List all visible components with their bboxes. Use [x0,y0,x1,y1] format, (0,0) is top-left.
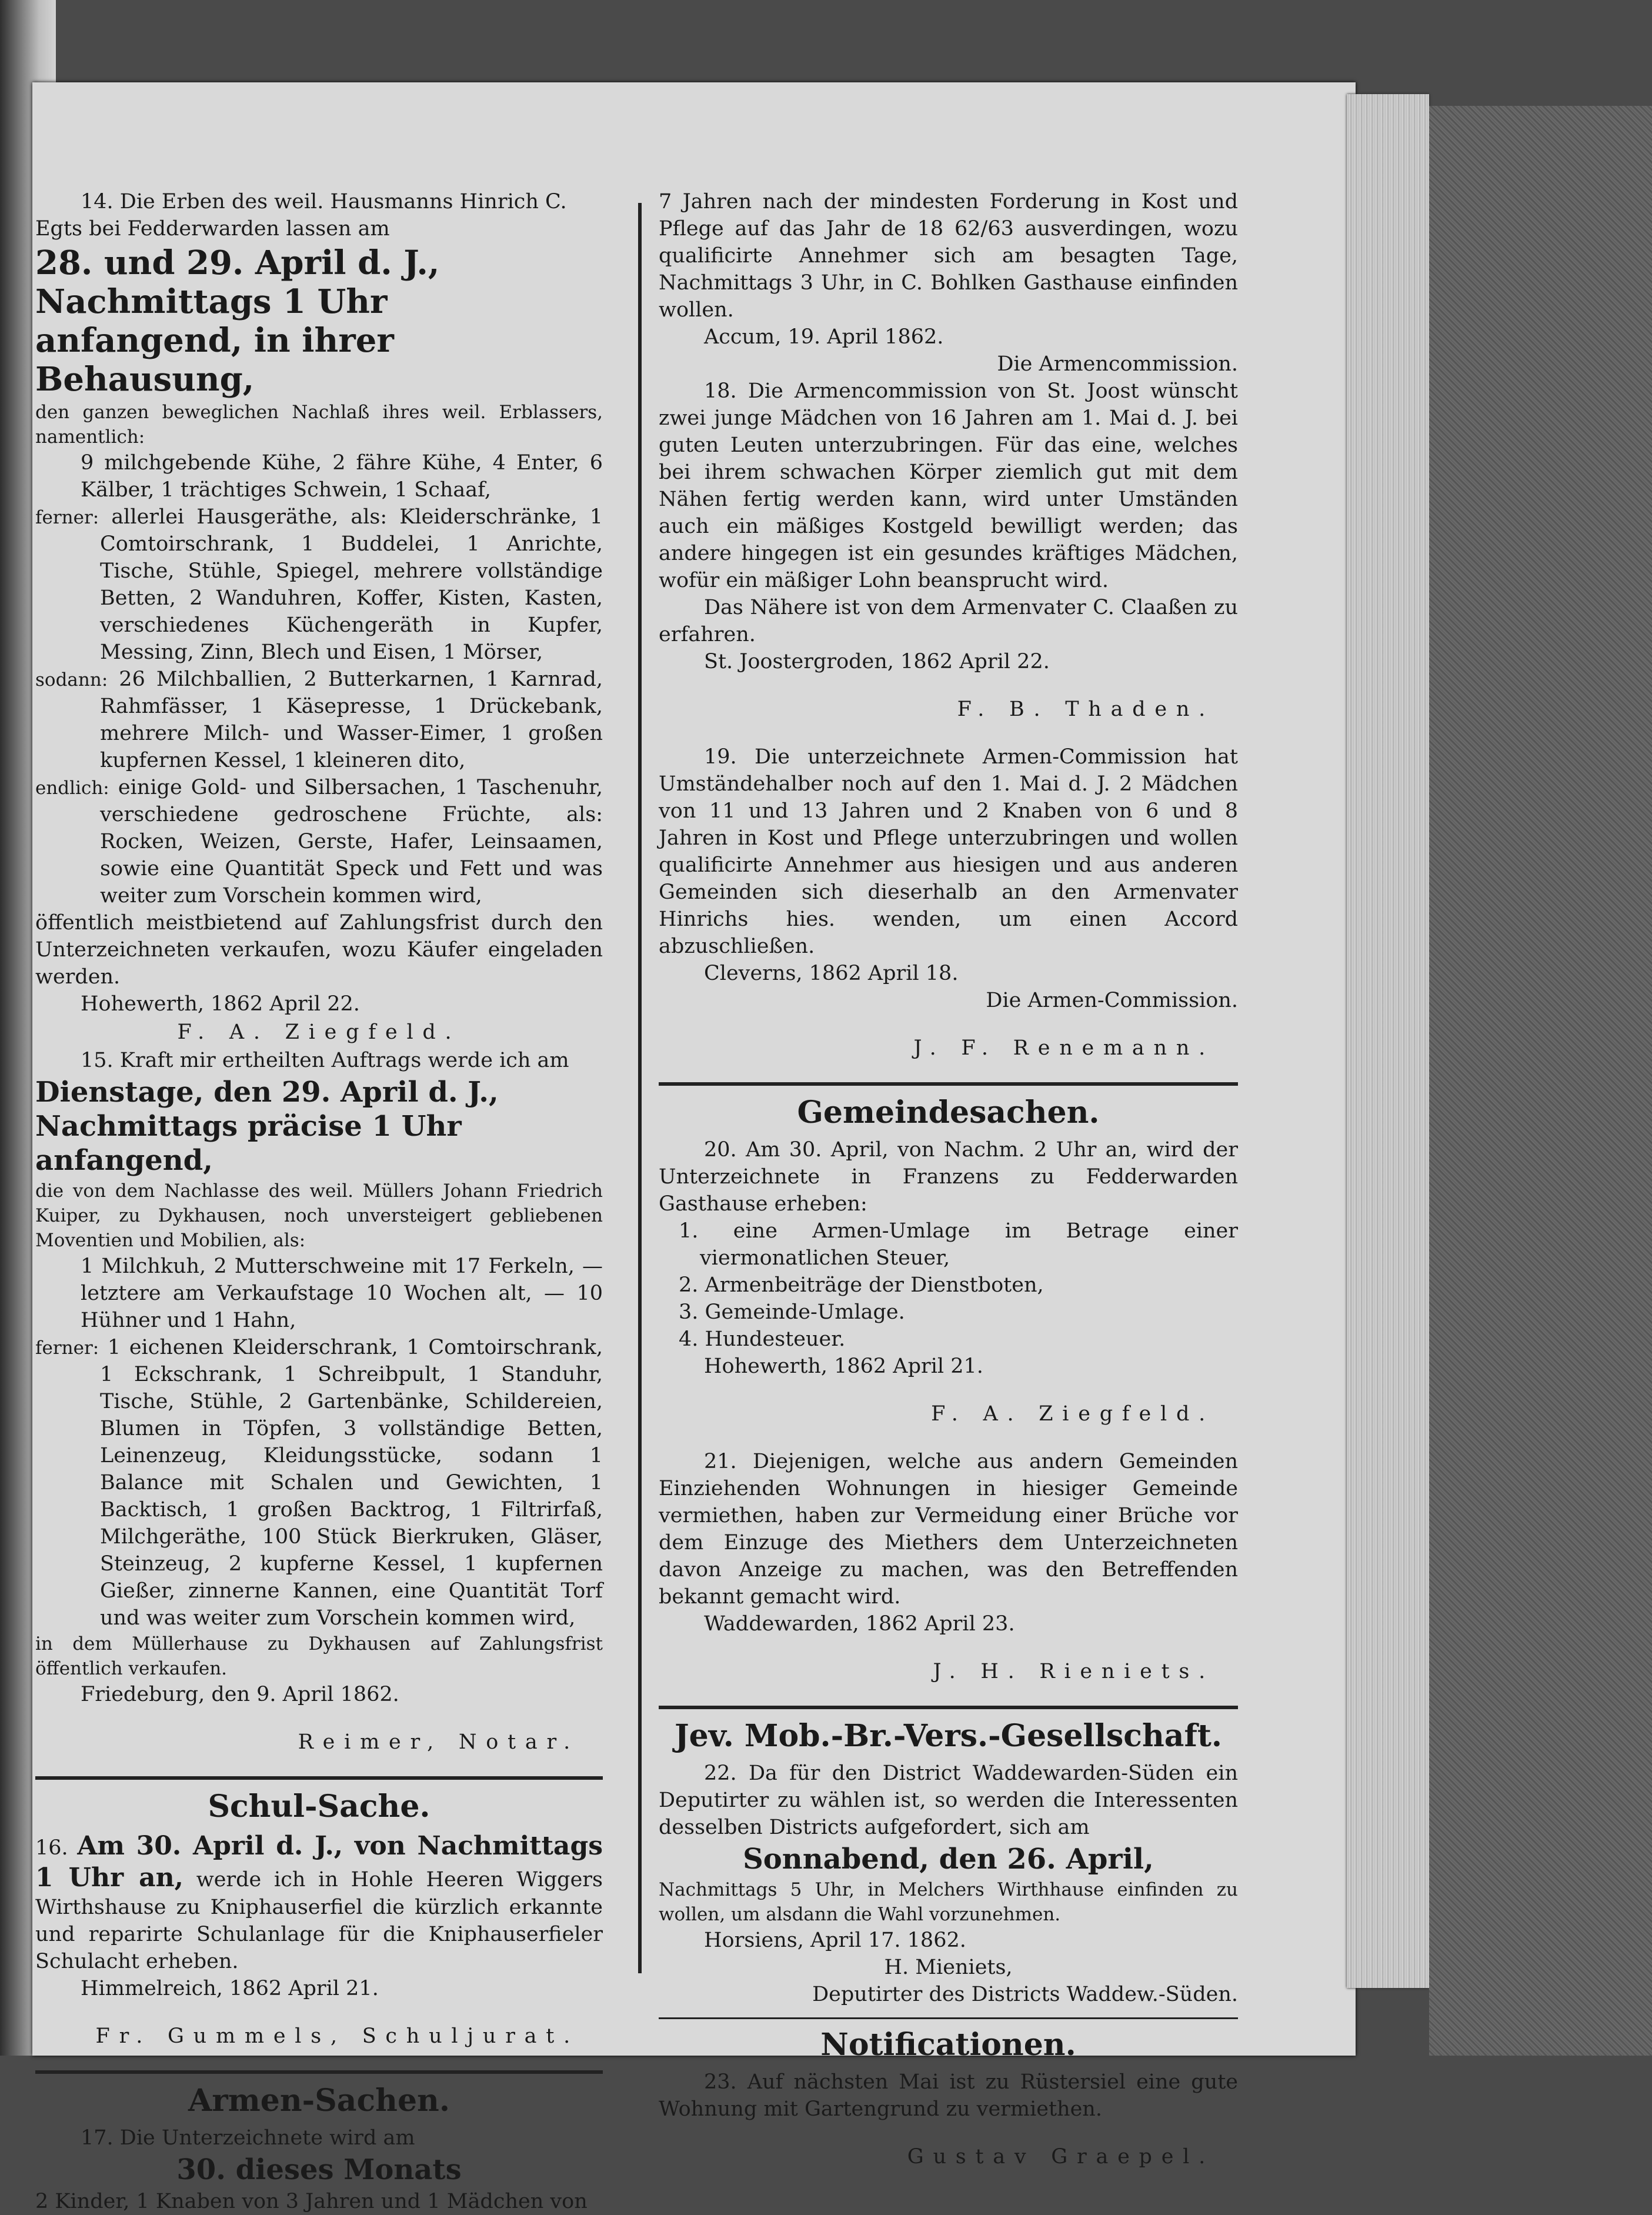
notice-14-place: Hohewerth, 1862 April 22. [81,992,360,1016]
section-rule [659,2017,1238,2019]
notice-17-text: 2 Kinder, 1 Knaben von 3 Jahren und 1 Mädchen von [35,2190,588,2213]
notice-23-signature: Gustav Graepel. [907,2145,1214,2169]
column-rule [638,203,642,1973]
notice-15-intro: die von dem Nachlasse des weil. Müllers Johann Friedrich Kuiper, zu Dykhausen, noch unversteigert gebliebenen Moventien und Mobilien, als: [35,1180,603,1251]
notice-16-place: Himmelreich, 1862 April 21. [81,1977,379,2000]
heading-notificationen: Notificationen. [820,2027,1076,2063]
notice-20-item: 2. Armenbeiträge der Dienstboten, [679,1273,1044,1297]
notice-15-place: Friedeburg, den 9. April 1862. [81,1683,399,1706]
notice-14-items: 9 milchgebende Kühe, 2 fähre Kühe, 4 Enter, 6 Kälber, 1 trächtiges Schwein, 1 Schaaf, [81,451,603,502]
notice-20-signature: F. A. Ziegfeld. [931,1402,1214,1426]
notice-15-signature: Reimer, Notar. [298,1730,579,1754]
page-edges [1347,94,1429,1988]
notice-18-text2: Das Nähere ist von dem Armenvater C. Claaßen zu erfahren. [659,596,1238,646]
notice-21-signature: J. H. Rieniets. [933,1660,1214,1683]
notice-14-signature: F. A. Ziegfeld. [177,1020,461,1044]
notice-17-date: 30. dieses Monats [176,2153,462,2186]
left-column [35,188,603,2215]
notice-16-date: Am 30. April d. J., von Nachmittags 1 Uhr an, [35,1831,603,1893]
notice-15-date: Dienstage, den 29. April d. J., Nachmittags präcise 1 Uhr anfangend, [35,1076,499,1177]
notice-14-sodann-label: sodann: [35,669,108,690]
notice-17-continued: 7 Jahren nach der mindesten Forderung in Kost und Pflege auf das Jahr de 18 62/63 ausverdingen, wozu qualificirte Annehmer sich am besagten Tage, Nachmittags 3 Uhr, in C. Bohlken Gasthause einfinden wollen. [659,190,1238,322]
heading-jev-mob-br-vers: Jev. Mob.-Br.-Vers.-Gesellschaft. [675,1718,1222,1754]
notice-15-ferner: 1 eichenen Kleiderschrank, 1 Comtoirschrank, 1 Eckschrank, 1 Schreibpult, 1 Standuhr, Tische, Stühle, 2 Gartenbänke, Schildereien, Blumen in Töpfen, 3 vollständige Betten, Leinenzeug, Kleidungsstücke, sodann 1 Balance mit Schalen und Gewichten, 1 Backtisch, 1 großen Backtrog, 1 Filtrirfaß, Milchgeräthe, 100 Stück Bierkruken, Gläser, Steinzeug, 2 kupferne Kessel, 1 kupfernen Gießer, zinnerne Kannen, eine Quantität Torf und was weiter zum Vorschein kommen wird, [100,1336,603,1630]
heading-gemeindesachen: Gemeindesachen. [797,1095,1100,1130]
notice-14-intro: den ganzen beweglichen Nachlaß ihres weil. Erblassers, namentlich: [35,402,603,448]
notice-22-signature2: Deputirter des Districts Waddew.-Süden. [812,1983,1238,2006]
notice-14-closing: öffentlich meistbietend auf Zahlungsfrist durch den Unterzeichneten verkaufen, wozu Käufer eingeladen werden. [35,911,603,989]
notice-21-place: Waddewarden, 1862 April 23. [704,1612,1015,1636]
section-rule [35,2070,603,2074]
notice-18-signature: F. B. Thaden. [957,698,1214,721]
notice-22-date: Sonnabend, den 26. April, [743,1843,1154,1876]
notice-17-signature: Die Armencommission. [997,352,1238,376]
notice-14-line1: 14. Die Erben des weil. Hausmanns Hinrich C. [81,190,567,214]
notice-22-text: 22. Da für den District Waddewarden-Süden ein Deputirter zu wählen ist, so werden die Interessenten desselben Districts aufgefordert, sich am [659,1762,1238,1839]
notice-15-line1: 15. Kraft mir ertheilten Auftrags werde ich am [81,1049,569,1072]
notice-20-item: 3. Gemeinde-Umlage. [679,1300,905,1324]
notice-15-ferner-label: ferner: [35,1337,99,1359]
notice-20-item: 1. eine Armen-Umlage im Betrage einer viermonatlichen Steuer, [679,1219,1238,1270]
notice-22-signature1: H. Mieniets, [884,1956,1013,1979]
notice-16-signature: Fr. Gummels, Schuljurat. [95,2024,579,2048]
notice-22-text2: Nachmittags 5 Uhr, in Melchers Wirthhause einfinden zu wollen, um alsdann die Wahl vorzunehmen. [659,1879,1238,1925]
heading-armen-sachen: Armen-Sachen. [188,2083,450,2119]
notice-20-item: 4. Hundesteuer. [679,1327,846,1351]
notice-18-place: St. Joostergroden, 1862 April 22. [704,650,1050,673]
notice-14-ferner: allerlei Hausgeräthe, als: Kleiderschränke, 1 Comtoirschrank, 1 Buddelei, 1 Anrichte, Tische, Stühle, Spiegel, mehrere vollständige Betten, 2 Wanduhren, Koffer, Kisten, Kasten, verschiedenes Küchengeräth in Kupfer, Messing, Zinn, Blech und Eisen, 1 Mörser, [100,505,603,664]
notice-17-place: Accum, 19. April 1862. [704,325,944,349]
notice-14-ferner-label: ferner: [35,507,99,528]
notice-14-endlich-label: endlich: [35,778,109,799]
right-column [659,188,1238,2191]
notice-19-signature2: J. F. Renemann. [913,1036,1214,1060]
notice-18-text: 18. Die Armencommission von St. Joost wünscht zwei junge Mädchen von 16 Jahren am 1. Mai d. J. bei guten Leuten unterzubringen. Für das eine, welches bei ihrem schwachen Körper ziemlich gut mit dem Nähen fertig werden kann, wird unter Umständen auch ein mäßiges Kostgeld bewilligt werden; das andere hingegen ist ein gesundes kräftiges Mädchen, wofür ein mäßiger Lohn beansprucht wird. [659,379,1238,592]
notice-19-text: 19. Die unterzeichnete Armen-Commission hat Umständehalber noch auf den 1. Mai d. J. 2 Mädchen von 11 und 13 Jahren und 2 Knaben von 6 und 8 Jahren in Kost und Pflege unterzubringen und wollen qualificirte Annehmer aus hiesigen und aus anderen Gemeinden sich dieserhalb an den Armenvater Hinrichs hies. wenden, um einen Accord abzuschließen. [659,745,1238,958]
section-rule [659,1082,1238,1086]
heading-schul-sache: Schul-Sache. [208,1789,430,1824]
notice-19-signature1: Die Armen-Commission. [986,989,1238,1012]
notice-14-date: 28. und 29. April d. J., Nachmittags 1 Uhr anfangend, in ihrer Behausung, [35,243,440,399]
notice-16-text: werde ich in Hohle Heeren Wiggers Wirthshause zu Kniphauserfiel die kürzlich erkannte und reparirte Schulanlage für die Kniphauserfieler Schulacht erheben. [35,1868,603,1973]
notice-14-sodann: 26 Milchballien, 2 Butterkarnen, 1 Karnrad, Rahmfässer, 1 Käsepresse, 1 Drückebank, mehrere Milch- und Wasser-Eimer, 1 großen kupfernen Kessel, 1 kleineren dito, [100,668,603,772]
section-rule [659,1706,1238,1709]
notice-14-line2: Egts bei Fedderwarden lassen am [35,217,390,241]
notice-15-closing: in dem Müllerhause zu Dykhausen auf Zahlungsfrist öffentlich verkaufen. [35,1633,603,1679]
notice-23-text: 23. Auf nächsten Mai ist zu Rüstersiel eine gute Wohnung mit Gartengrund zu vermiethen. [659,2070,1238,2121]
notice-19-place: Cleverns, 1862 April 18. [704,962,959,985]
notice-20-text: 20. Am 30. April, von Nachm. 2 Uhr an, wird der Unterzeichnete in Franzens zu Fedderwarden Gasthause erheben: [659,1138,1238,1216]
notice-17-line1: 17. Die Unterzeichnete wird am [81,2126,415,2150]
notice-22-place: Horsiens, April 17. 1862. [704,1929,966,1952]
book-spine [1429,106,1652,2056]
notice-15-items: 1 Milchkuh, 2 Mutterschweine mit 17 Ferkeln, — letztere am Verkaufstage 10 Wochen alt, — 10 Hühner und 1 Hahn, [81,1255,603,1332]
section-rule [35,1776,603,1780]
notice-20-place: Hohewerth, 1862 April 21. [704,1355,983,1378]
notice-21-text: 21. Diejenigen, welche aus andern Gemeinden Einziehenden Wohnungen in hiesiger Gemeinde vermiethen, haben zur Vermeidung einer Brüche vor dem Einzuge des Miethers dem Unterzeichneten davon Anzeige zu machen, was den Betreffenden bekannt gemacht wird. [659,1450,1238,1609]
notice-14-endlich: einige Gold- und Silbersachen, 1 Taschenuhr, verschiedene gedroschene Früchte, als: Rocken, Weizen, Gerste, Hafer, Leinsaamen, sowie eine Quantität Speck und Fett und was weiter zum Vorschein kommen wird, [100,776,603,908]
notice-16-number: 16. [35,1836,68,1860]
